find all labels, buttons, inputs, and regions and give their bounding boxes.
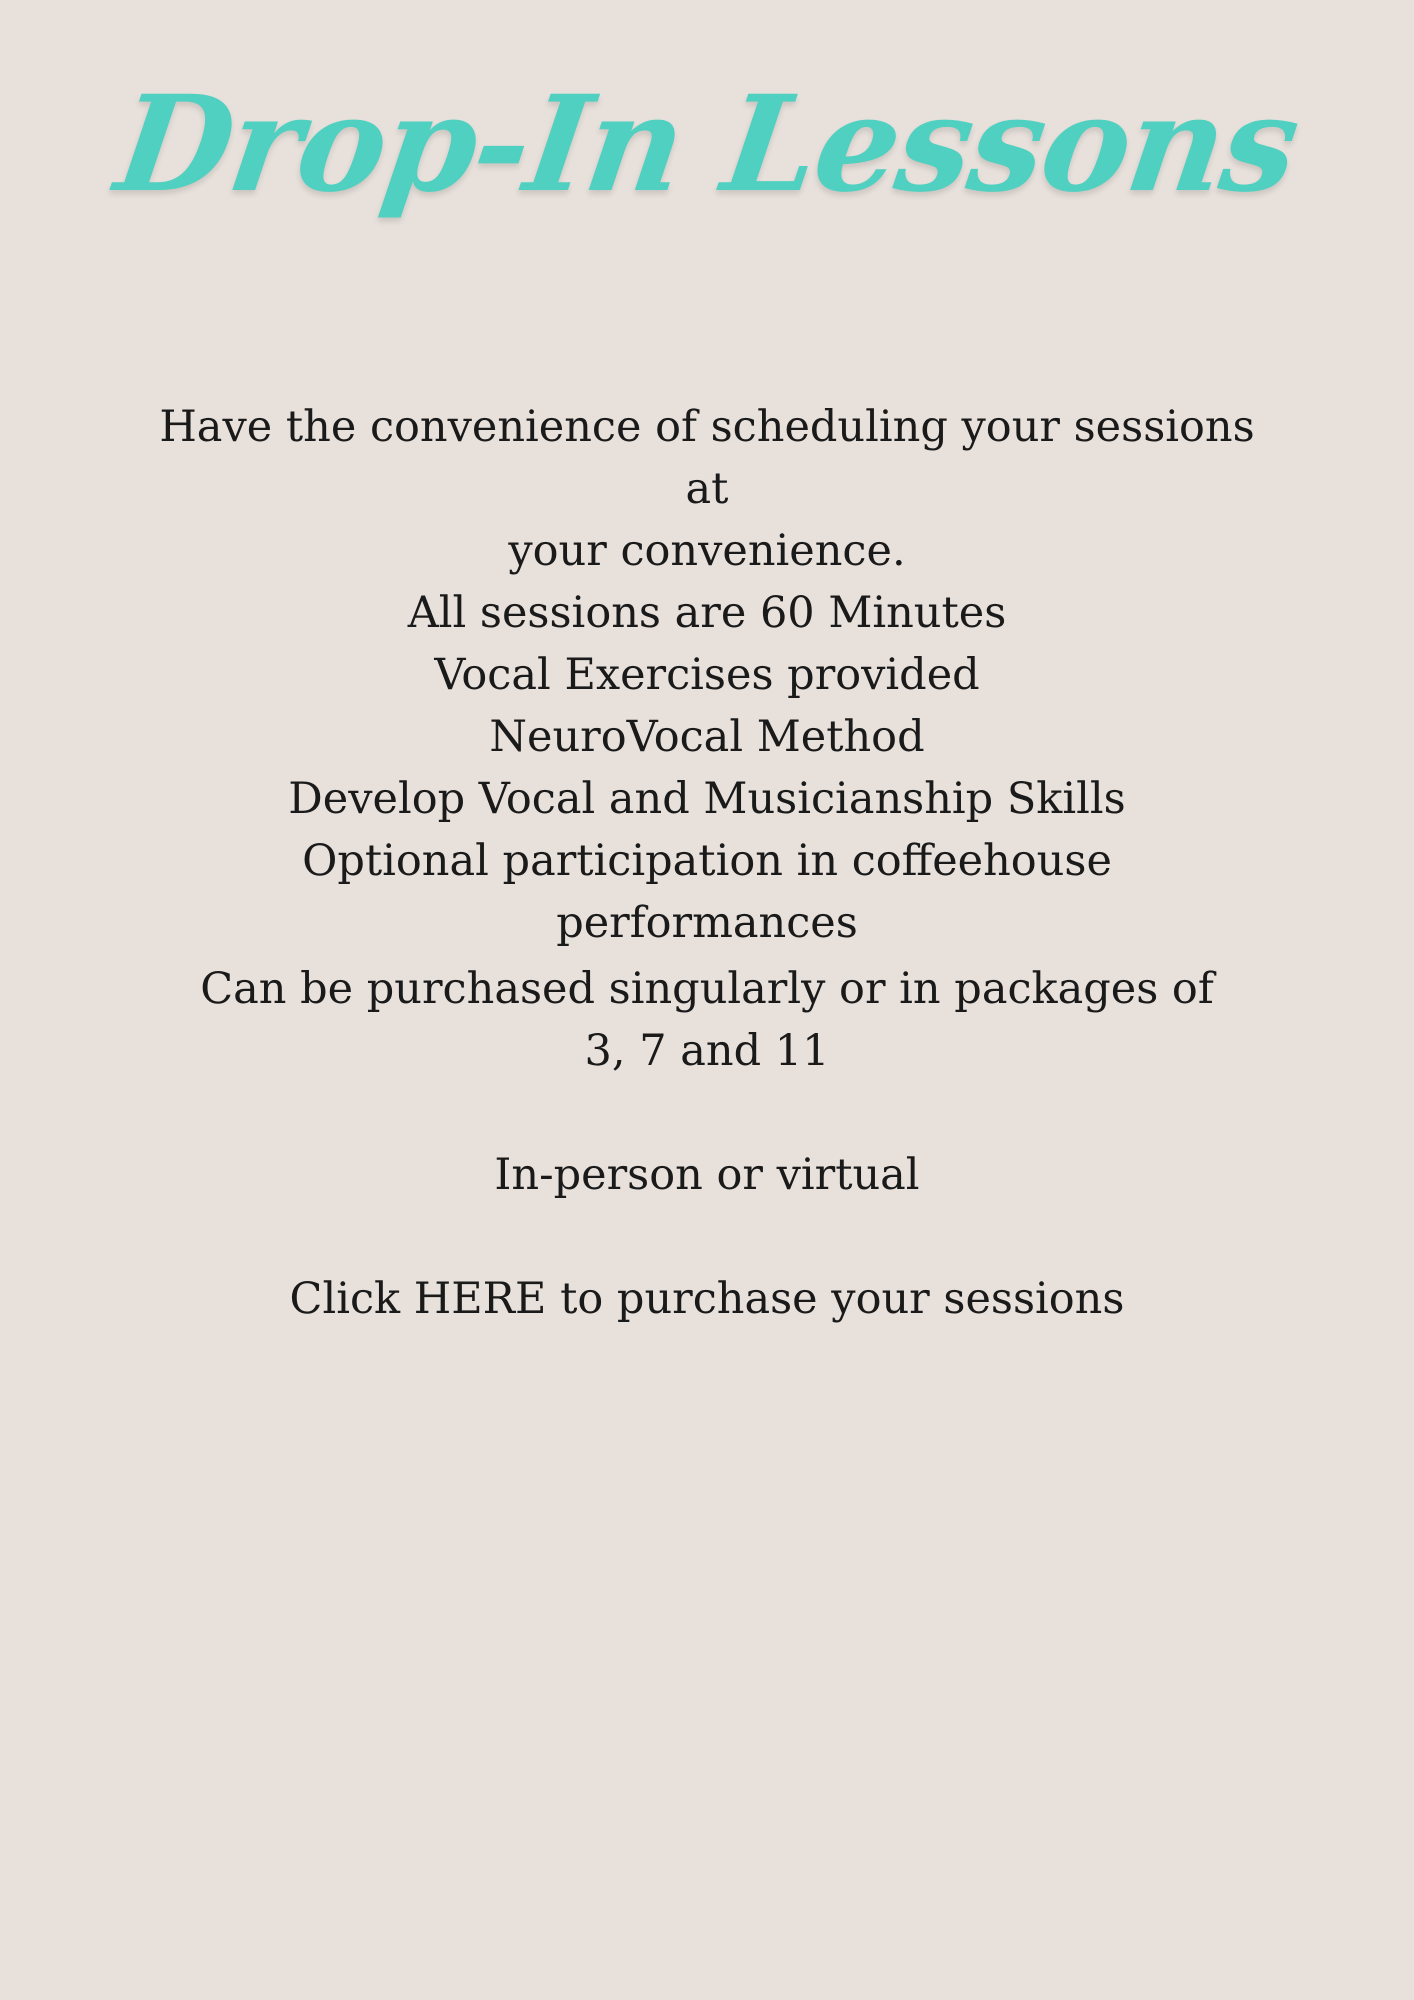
intro-line-2: your convenience. [508,526,906,576]
feature-item-exercises: Vocal Exercises provided [434,650,980,700]
packages-line-2: 3, 7 and 11 [584,1026,830,1076]
page-title: Drop-In Lessons [107,67,1307,222]
packages-line-1: Can be purchased singularly or in packages of [200,964,1214,1014]
purchase-sessions-link[interactable]: Click HERE to purchase your sessions [289,1274,1125,1324]
features-list [150,582,1264,954]
feature-item-method: NeuroVocal Method [489,712,925,762]
feature-item-skills: Develop Vocal and Musicianship Skills [288,774,1126,824]
feature-item-performances: Optional participation in coffeehouse performances [302,836,1112,948]
purchase-cta [150,1268,1264,1330]
lesson-mode-line: In-person or virtual [494,1150,920,1200]
intro-text [150,396,1264,582]
intro-line-1: Have the convenience of scheduling your sessions at [159,402,1255,514]
lesson-mode-text [150,1144,1264,1206]
packages-text [150,958,1264,1082]
feature-item-duration: All sessions are 60 Minutes [407,588,1007,638]
